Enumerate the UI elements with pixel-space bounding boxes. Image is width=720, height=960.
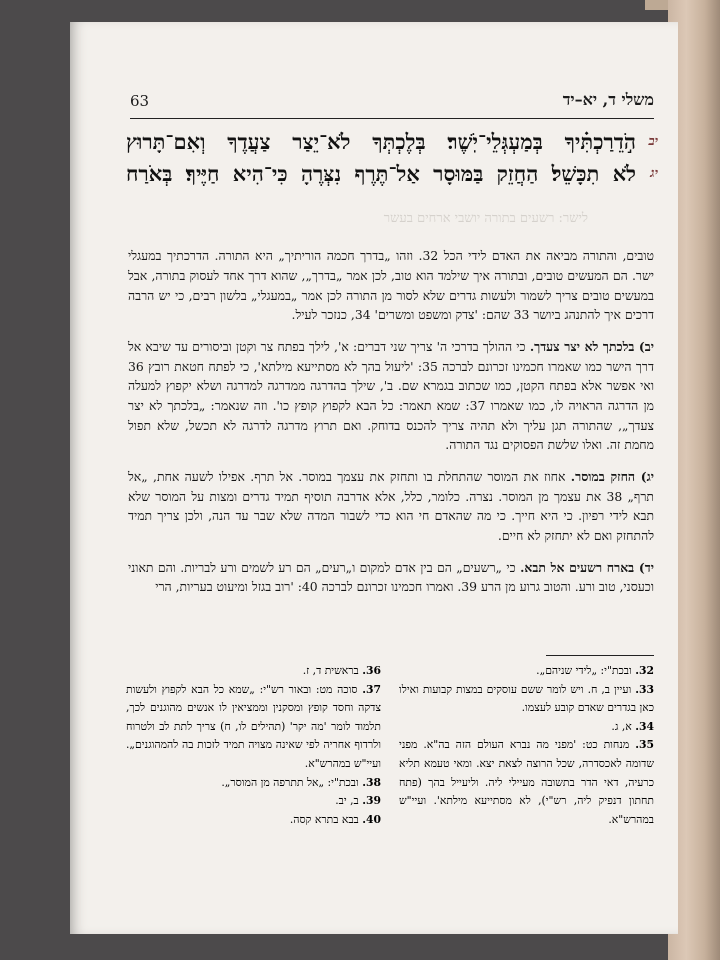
footnote [399, 681, 654, 718]
footnote-number: 34. [635, 719, 654, 733]
footnote-column-right [399, 662, 654, 829]
paragraph-text: טובים, והתורה מביאה את האדם לידי הכל 32. וזהו „בדרך חכמה הוריתיך„ היא התורה. הדרכתיך במעגלי ישר. הם המעשים טובים, ובתורה איך שילמד הוא טוב, לכן אמר „בדרך„, שהוא דרך אחד לעסוק בתורה, אבל במעשים טובים צריך לשמור ולעשות גדרים שלא לסור מן התורה לכן אמר „במעגלי„ בלשון רבים, כי יש הרבה דרכים איך להתנהג ביושר 33 שהם: 'צדק ומשפט ומשרים' 34, כנזכר לעיל. [128, 248, 654, 323]
commentary-paragraph [128, 467, 654, 545]
verse-line [126, 158, 656, 190]
footnote-column-left [126, 662, 381, 829]
footnote [126, 774, 381, 793]
footnote-text: בראשית ד, ז. [302, 664, 359, 677]
page-header [130, 92, 654, 119]
footnote-number: 40. [362, 812, 381, 826]
footnote-text: ובכת"י: „אל תתרפה מן המוסר„. [221, 775, 359, 789]
footnote [399, 662, 654, 681]
paragraph-text: כי „רשעים„ הם בין אדם למקום ו„רעים„ הם רע לשמים ורע לבריות. והם תאוני וכעסני, טוב ורע. והטוב גרוע מן הרע 39. ואמרו חכמינו זכרונם לברכה 40: 'רוב בגזל ומיעוט בעריות, הרי [128, 559, 654, 595]
commentary-paragraph [128, 246, 654, 324]
commentary-paragraph [128, 558, 654, 597]
verse-text: הֹ֣דֵרַכְתִּ֗יךָ בְּמַעְגְּלֵי־יֹֽשֶׁר׃ בְּלֶכְתְּךָ לֹא־יֵצַר צַעֲדֶךָ וְאִם־תָּרוּץ [126, 129, 636, 154]
footnote-text: ועיין ב, ח. ויש לומר ששם עוסקים במצות קבועות ואילו כאן בגדרים שאדם קובע לעצמו. [399, 682, 654, 715]
footnote-number: 36. [362, 664, 381, 677]
paragraph-label: יד) בארח רשעים אל תבא. [520, 559, 654, 575]
commentary-body [128, 234, 654, 608]
page-number: 63 [130, 92, 150, 110]
footnote-number: 37. [362, 682, 381, 696]
verse-block [126, 126, 656, 204]
footnote [126, 681, 381, 774]
footnote-number: 32. [635, 664, 654, 677]
footnote [126, 811, 381, 830]
paragraph-text: אחוז את המוסר שהתחלת בו ותחזק את עצמך במוסר. אל תרף. אפילו לשעה אחת, „אל תרף„ 38 את עצמך מן המוסר. נצרה. כלומר, כלל, אלא אדרבה תוסיף תמיד גדרים ומצות על המוסר שלא תבא לידי רפיון. כי היא חייך. כי מה שהאדם חי הוא כדי לשבור המדה שלא שבר עד הנה, ולכן צריך תמיד להתחזק ואם לא יתחזק לא חיים. [128, 469, 654, 543]
footnotes [126, 662, 654, 829]
footnote-text: בבא בתרא קסה. [289, 812, 359, 826]
footnote-text: ובכת"י: „לידי שניהם„. [536, 664, 632, 677]
footnote [126, 662, 381, 681]
verse-text: לֹא תִכָּשֵׁל׃ הַחֲזֵק בַּמּוּסָר אַל־תֶּרֶף נִצְּרֶהָ כִּי־הִיא חַיֶּיךָ׃ בְּאֹרַח [126, 161, 636, 186]
footnote-divider [546, 655, 654, 656]
paragraph-label: יג) החזק במוסר. [570, 469, 654, 485]
footnote-number: 33. [635, 682, 655, 696]
show-through-text: לישר: רשעים בתורה יושבי ארחים בעשר [383, 211, 588, 226]
commentary-paragraph [128, 337, 654, 455]
paragraph-text: כי ההולך בדרכי ה' צריך שני דברים: א', לילך בפתח צר וקטן וביסורים עד שיבא אל דרך הישר כמו שאמרו חכמינו זכרונם לברכה 35: 'ליעול בהך לא מסתייעא מילתא', כי לפתח חטאת רובץ 36 ואי אפשר אלא בפתח הקטן, כמו שכתוב בגמרא שם. ב', שילך בהדרגה ממדרגה למדרגה ושלא יקפוץ למעלה מן הדרגה הראויה לו, כמו שאמרו 37: שמא תאמר: כל הבא לקפוץ קופץ כו'. וזה שנאמר: „בלכתך לא יצר צעדך„, שהתורה תגן עליך ולא תהיה צריך להכנס בדוחק. ואם תרוץ מדרגה לדרגה לא תכשל, שלא תפול מחמת זה. ואלו שלשת הפסוקים נגד התורה. [128, 339, 654, 453]
footnote-text: ב, יב. [335, 794, 359, 808]
footnote-number: 38. [362, 775, 381, 789]
footnote-number: 35. [635, 738, 654, 752]
paragraph-label: יב) בלכתך לא יצר צעדך. [529, 339, 655, 355]
verse-line [126, 126, 656, 158]
footnote-text: א, ג. [611, 719, 632, 733]
verse-number: יב [648, 134, 658, 149]
running-head: משלי ד, יא–יד [562, 90, 654, 109]
book-page [70, 22, 678, 934]
verse-number: יג [650, 166, 658, 181]
footnote [126, 792, 381, 811]
footnote-text: מנחות כט: 'מפני מה נברא העולם הזה בה"א. מפני שדומה לאכסדרה, שכל הרוצה לצאת יצא. ומאי טעמא תליא כרעיה, דאי הדר בתשובה מעיילי ליה. וליעייל בהך (פתח תחתון דנפיק ליה, רש"י), לא מסתייעא מילתא'. ועיי"ש במהרש"א. [399, 738, 654, 826]
footnote [399, 736, 654, 829]
footnote-number: 39. [362, 794, 381, 808]
footnote [399, 718, 654, 737]
footnote-text: סוכה מט: ובאור רש"י: „שמא כל הבא לקפוץ ולעשות צדקה וחסד קופץ ומסקנין וממציאין לו אנשים מהוגנים לכך, תלמוד לומר 'מה יקר' (תהילים לו, ח) צריך לתת לב ולטרוח ולרדוף אחריה לפי שאינה מצויה תמיד לזכות בה להמהוגנים„. ועיי"ש במהרש"א. [126, 682, 381, 770]
